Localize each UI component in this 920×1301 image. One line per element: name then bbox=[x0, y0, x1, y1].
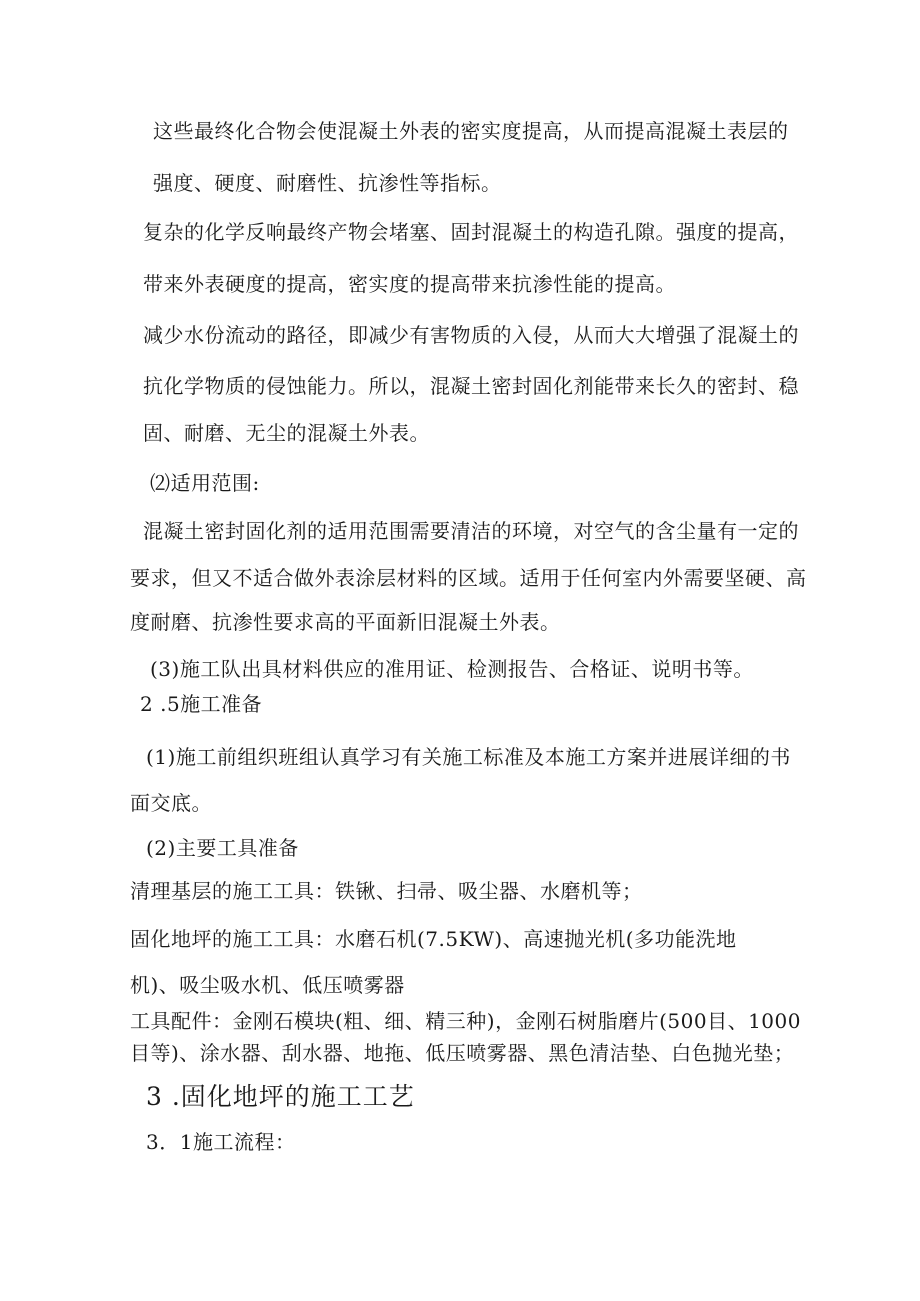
p1-line1: 这些最终化合物会使混凝土外表的密实度提高，从而提高混凝土表层的 bbox=[153, 119, 789, 143]
prep-item-2: (2)主要工具准备 bbox=[146, 836, 299, 860]
p4-line3: 度耐磨、抗渗性要求高的平面新旧混凝土外表。 bbox=[130, 610, 561, 634]
scope-heading: ⑵适用范围: bbox=[150, 471, 260, 495]
prep-item-1-line1: (1)施工前组织班组认真学习有关施工标准及本施工方案并进展详细的书 bbox=[146, 745, 791, 769]
section-3-heading: 3 .固化地坪的施工工艺 bbox=[146, 1082, 415, 1111]
p2-line1: 复杂的化学反响最终产物会堵塞、固封混凝土的构造孔隙。强度的提高， bbox=[143, 220, 799, 244]
tools-floor-line2: 机)、吸尘吸水机、低压喷雾器 bbox=[130, 973, 405, 997]
section-2-5-heading: 2 .5施工准备 bbox=[140, 692, 263, 716]
p3-line1: 减少水份流动的路径，即减少有害物质的入侵，从而大大增强了混凝土的 bbox=[143, 323, 799, 347]
prep-item-1-line2: 面交底。 bbox=[130, 791, 212, 815]
item-3: (3)施工队出具材料供应的准用证、检测报告、合格证、说明书等。 bbox=[150, 657, 754, 681]
p3-line2: 抗化学物质的侵蚀能力。所以，混凝土密封固化剂能带来长久的密封、稳 bbox=[143, 374, 799, 398]
section-3-1-heading: 3．1施工流程： bbox=[146, 1130, 296, 1154]
p4-line1: 混凝土密封固化剂的适用范围需要清洁的环境，对空气的含尘量有一定的 bbox=[143, 519, 799, 543]
p1-line2: 强度、硬度、耐磨性、抗渗性等指标。 bbox=[153, 171, 502, 195]
p4-line2: 要求，但又不适合做外表涂层材料的区域。适用于任何室内外需要坚硬、高 bbox=[130, 566, 807, 590]
tools-parts-line1: 工具配件：金刚石模块(粗、细、精三种)，金刚石树脂磨片(500目、1000 bbox=[130, 1009, 801, 1033]
p3-line3: 固、耐磨、无尘的混凝土外表。 bbox=[143, 421, 430, 445]
tools-parts-line2: 目等)、涂水器、刮水器、地拖、低压喷雾器、黑色清洁垫、白色抛光垫； bbox=[130, 1041, 795, 1065]
tools-base: 清理基层的施工工具：铁锹、扫帚、吸尘器、水磨机等； bbox=[130, 879, 643, 903]
tools-floor-line1: 固化地坪的施工工具：水磨石机(7.5KW)、高速抛光机(多功能洗地 bbox=[130, 927, 737, 951]
p2-line2: 带来外表硬度的提高，密实度的提高带来抗渗性能的提高。 bbox=[143, 272, 676, 296]
